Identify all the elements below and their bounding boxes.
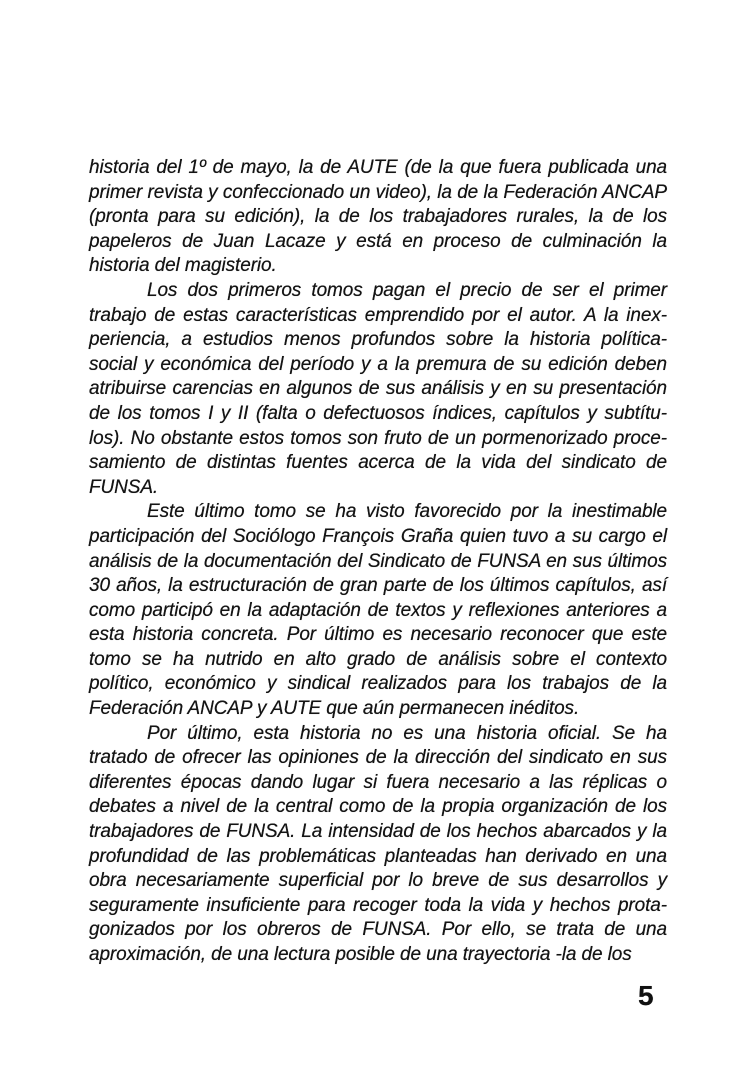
text-line: 30 años, la estructuración de gran parte de los últimos capítulos, así [89,575,667,597]
text-line: Federación ANCAP y AUTE que aún permanecen inéditos. [89,698,580,720]
text-line: Por último, esta historia no es una historia oficial. Se ha [147,722,667,744]
text-line: análisis de la documentación del Sindicato de FUNSA en sus últimos [89,550,667,572]
text-line: samiento de distintas fuentes acerca de la vida del sindicato de [89,452,667,474]
text-line: social y económica del período y a la premura de su edición deben [89,353,667,375]
text-line: historia del 1º de mayo, la de AUTE (de la que fuera publicada una [89,157,667,178]
text-line: papeleros de Juan Lacaze y está en proceso de culminación la [89,230,667,252]
text-line: FUNSA. [89,476,159,498]
text-line: tratado de ofrecer las opiniones de la dirección del sindicato en sus [89,747,667,769]
text-line: político, económico y sindical realizados para los trabajos de la [89,673,667,695]
text-line: aproximación, de una lectura posible de una trayectoria -la de los [89,944,632,965]
text-line: esta historia concreta. Por último es necesario reconocer que este [89,624,667,646]
text-line: como participó en la adaptación de textos y reflexiones anteriores a [89,599,667,621]
text-line: (pronta para su edición), la de los trabajadores rurales, la de los [89,206,667,228]
text-line: seguramente insuficiente para recoger toda la vida y hechos prota- [89,894,667,916]
text-line: primer revista y confeccionado un video), la de la Federación ANCAP [89,181,667,203]
page-number: 5 [638,980,654,1011]
body-text-block [89,156,667,968]
text-line: participación del Sociólogo François Graña quien tuvo a su cargo el [89,525,667,547]
paragraph [89,156,667,279]
text-line: gonizados por los obreros de FUNSA. Por ello, se trata de una [89,919,667,941]
paragraph [89,722,667,968]
text-line: trabajo de estas características emprendido por el autor. A la inex- [89,304,667,326]
text-line: debates a nivel de la central como de la propia organización de los [89,796,667,818]
text-line: historia del magisterio. [89,255,277,277]
text-line: trabajadores de FUNSA. La intensidad de los hechos abarcados y la [89,821,667,843]
paragraph [89,500,667,721]
text-line: Este último tomo se ha visto favorecido por la inestimable [147,501,667,523]
text-line: Los dos primeros tomos pagan el precio de ser el primer [147,279,667,301]
text-line: diferentes épocas dando lugar si fuera necesario a las réplicas o [89,771,667,793]
text-line: obra necesariamente superficial por lo breve de sus desarrollos y [89,870,667,892]
text-line: de los tomos I y II (falta o defectuosos índices, capítulos y subtítu- [89,402,667,424]
text-line: profundidad de las problemáticas planteadas han derivado en una [89,845,667,867]
text-line: los). No obstante estos tomos son fruto de un pormenorizado proce- [89,427,667,449]
text-line: periencia, a estudios menos profundos sobre la historia política- [89,329,667,351]
text-line: tomo se ha nutrido en alto grado de análisis sobre el contexto [89,648,667,670]
paragraph [89,279,667,500]
text-line: atribuirse carencias en algunos de sus análisis y en su presentación [89,378,667,400]
